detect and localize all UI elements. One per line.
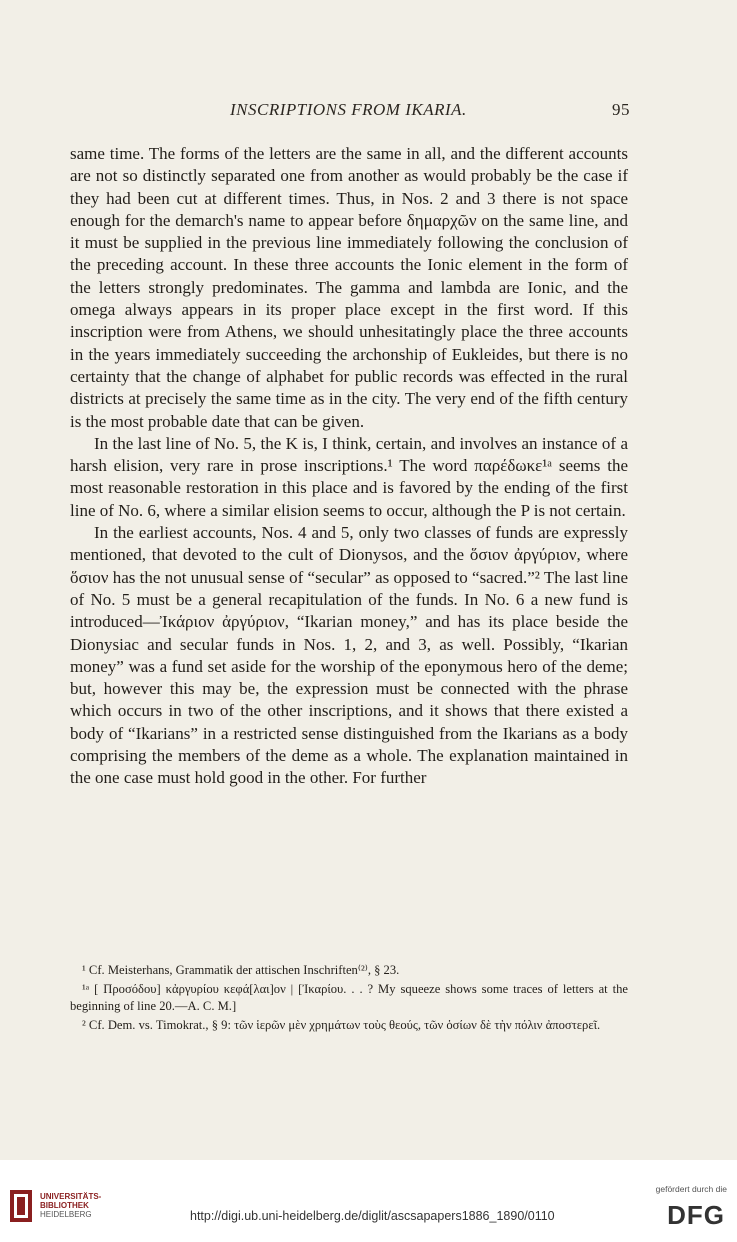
running-title: INSCRIPTIONS FROM IKARIA. (230, 100, 467, 119)
digitization-footer (0, 1160, 737, 1242)
running-header (70, 100, 630, 124)
library-name-line-2: BIBLIOTHEK (40, 1201, 89, 1210)
dfg-logo[interactable]: DFG (667, 1200, 725, 1230)
library-emblem-icon (10, 1190, 32, 1222)
body-text (70, 143, 628, 790)
footnote-1a: ¹ᵃ [ Προσόδου] κἀργυρίου κεφά[λαι]ον | [Ἰκαρίου. . . ? My squeeze shows some traces of letters at the beginning of line 20.—A. C. M.] (70, 982, 628, 1013)
paragraph-3: In the earliest accounts, Nos. 4 and 5, only two classes of funds are expressly mentioned, that devoted to the cult of Dionysos, and the ὅσιον ἀργύριον, where ὅσιον has the not unusual sense of “secular” as opposed to “sacred.”² The last line of No. 5 must be a general recapitulation of the funds. In No. 6 a new fund is introduced—Ἰκάριον ἀργύριον, “Ikarian money,” and has its place beside the Dionysiac and secular funds in Nos. 1, 2, and 3, as well. Possibly, “Ikarian money” was a fund set aside for the worship of the eponymous hero of the deme; but, however this may be, the expression must be connected with the phrase which occurs in two of the other inscriptions, and it shows that there existed a body of “Ikarians” in a restricted sense distinguished from the Ikarians as a body comprising the members of the deme as a whole. The explanation maintained in the one case must hold good in the other. For further (70, 523, 628, 788)
library-name-line-3: HEIDELBERG (40, 1210, 92, 1219)
library-name (40, 1192, 150, 1219)
page-number: 95 (612, 100, 630, 119)
library-logo[interactable] (10, 1190, 150, 1228)
paragraph-2: In the last line of No. 5, the K is, I think, certain, and involves an instance of a harsh elision, very rare in prose inscriptions.¹ The word παρέδωκε¹ᵃ seems the most reasonable restoration in this place and is favored by the ending of the first line of No. 6, where a similar elision seems to occur, although the P is not certain. (70, 433, 628, 520)
footnote-2: ² Cf. Dem. vs. Timokrat., § 9: τῶν ἱερῶν μὲν χρημάτων τοὺς θεούς, τῶν ὁσίων δὲ τὴν πόλιν ἀποστερεῖ. (82, 1018, 601, 1032)
footnote-1: ¹ Cf. Meisterhans, Grammatik der attischen Inschriften⁽²⁾, § 23. (82, 963, 400, 977)
library-name-line-1: UNIVERSITÄTS- (40, 1192, 102, 1201)
funding-note: gefördert durch die (655, 1184, 727, 1194)
paragraph-1: same time. The forms of the letters are the same in all, and the different accounts are not so distinctly separated one from another as would probably be the case if they had been cut at different times. Thus, in Nos. 2 and 3 there is not space enough for the demarch's name to appear before δημαρχῶν on the same line, and it must be supplied in the previous line immediately following the conclusion of the preceding account. In these three accounts the Ionic element in the form of the letters strongly predominates. The gamma and lambda are Ionic, and the omega always appears in its proper place except in the first word. If this inscription were from Athens, we should unhesitatingly place the three accounts in the years immediately succeeding the archonship of Eukleides, but there is no certainty that the change of alphabet for public records was effected in the rural districts at precisely the same time as in the city. The very end of the fifth century is the most probable date that can be given. (70, 144, 628, 431)
footnotes (70, 962, 628, 1036)
permalink-url[interactable]: http://digi.ub.uni-heidelberg.de/diglit/ascsapapers1886_1890/0110 (190, 1209, 555, 1223)
